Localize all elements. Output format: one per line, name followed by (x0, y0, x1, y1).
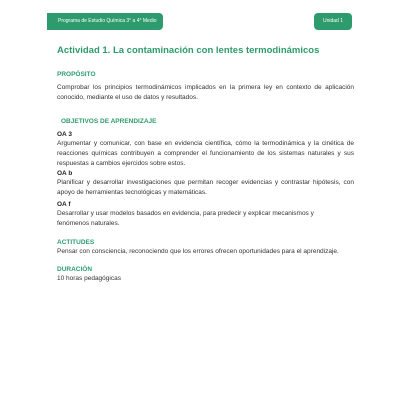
unit-badge: Unidad 1 (314, 13, 352, 30)
program-label: Programa de Estudio Química 3° a 4° Medio (58, 18, 157, 24)
actitudes-text: Pensar con consciencia, reconociendo que los errores ofrecen oportunidades para el aprendizaje. (57, 248, 339, 255)
oa-text: Desarrollar y usar modelos basados en evidencia, para predecir y explicar mecanismos y fenómenos naturales. (57, 210, 314, 227)
actitudes-heading: ACTITUDES (57, 239, 95, 246)
oa-text: Argumentar y comunicar, con base en evidencia científica, cómo la termodinámica y la cinética de reacciones químicas contribuyen a comprender el funcionamiento de los sistemas naturales y sus respuestas a cambios ejercidos sobre estos. (57, 140, 354, 167)
objetivos-heading: OBJETIVOS DE APRENDIZAJE (61, 118, 157, 125)
activity-title: Actividad 1. La contaminación con lentes termodinámicos (57, 45, 320, 56)
oa-code: OA 3 (57, 131, 72, 138)
duracion-text: 10 horas pedagógicas (57, 275, 121, 282)
oa-text: Planificar y desarrollar investigaciones que permitan recoger evidencias y contrastar hipótesis, con apoyo de herramientas tecnológicas y matemáticas. (57, 179, 354, 196)
proposito-text: Comprobar los principios termodinámicos implicados en la primera ley en contexto de aplicación conocido, mediante el uso de datos y resultados. (57, 84, 354, 101)
oa-code: OA b (57, 170, 73, 177)
oa-code: OA f (57, 201, 71, 208)
proposito-heading: PROPÓSITO (57, 71, 96, 78)
duracion-heading: DURACIÓN (57, 266, 93, 273)
